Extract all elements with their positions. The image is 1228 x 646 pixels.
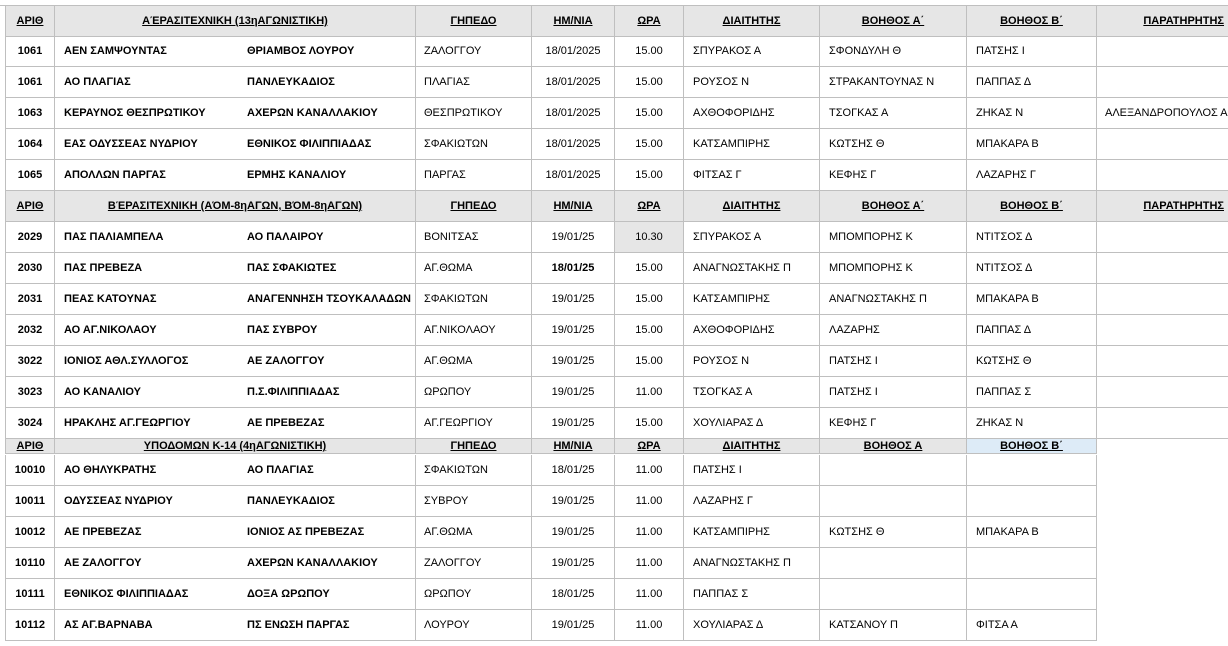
cell-venue[interactable]: ΣΦΑΚΙΩΤΩΝ [416,129,532,160]
cell-venue[interactable]: ΩΡΩΠΟΥ [416,377,532,408]
cell-venue[interactable]: ΛΟΥΡΟΥ [416,610,532,641]
cell-referee[interactable]: ΠΑΤΣΗΣ Ι [684,455,820,486]
cell-assistant2[interactable]: ΛΑΖΑΡΗΣ Γ [967,160,1097,191]
cell-venue[interactable]: ΣΦΑΚΙΩΤΩΝ [416,284,532,315]
cell-date[interactable]: 19/01/25 [532,517,615,548]
cell-away-team[interactable]: ΠΑΝΛΕΥΚΑΔΙΟΣ [240,486,416,517]
cell-date[interactable]: 19/01/25 [532,486,615,517]
cell-venue[interactable]: ΠΑΡΓΑΣ [416,160,532,191]
cell-date[interactable]: 19/01/25 [532,548,615,579]
cell-assistant1[interactable]: ΣΦΟΝΔΥΛΗ Θ [820,36,967,67]
cell-away-team[interactable]: ΕΘΝΙΚΟΣ ΦΙΛΙΠΠΙΑΔΑΣ [240,129,416,160]
table-row [0,222,1228,253]
table-row [0,579,1097,610]
cell-referee[interactable]: ΚΑΤΣΑΜΠΙΡΗΣ [684,517,820,548]
header-assistant2[interactable]: ΒΟΗΘΟΣ Β΄ [967,439,1097,454]
cell-observer[interactable] [1097,36,1228,67]
header-title[interactable]: ΥΠΟΔΟΜΩΝ Κ-14 (4ηΑΓΩΝΙΣΤΙΚΗ) [55,439,416,454]
header-observer[interactable]: ΠΑΡΑΤΗΡΗΤΗΣ [1097,191,1228,222]
cell-away-team[interactable]: ΠΑΝΛΕΥΚΑΔΙΟΣ [240,67,416,98]
cell-referee[interactable]: ΧΟΥΛΙΑΡΑΣ Δ [684,408,820,439]
cell-assistant1[interactable] [820,486,967,517]
cell-match-id[interactable]: 1061 [5,67,55,98]
cell-referee[interactable]: ΠΑΠΠΑΣ Σ [684,579,820,610]
cell-match-id[interactable]: 1065 [5,160,55,191]
cell-away-team[interactable]: ΑΧΕΡΩΝ ΚΑΝΑΛΛΑΚΙΟΥ [240,98,416,129]
cell-observer[interactable] [1097,408,1228,439]
section3-header-row [0,439,1097,454]
cell-date[interactable]: 19/01/25 [532,408,615,439]
header-observer[interactable]: ΠΑΡΑΤΗΡΗΤΗΣ [1097,6,1228,37]
section1-header-row [0,5,1228,37]
cell-venue[interactable]: ΣΦΑΚΙΩΤΩΝ [416,455,532,486]
cell-match-id[interactable]: 3023 [5,377,55,408]
header-title[interactable]: ΑΈΡΑΣΙΤΕΧΝΙΚΗ (13ηΑΓΩΝΙΣΤΙΚΗ) [55,6,416,37]
cell-assistant2[interactable]: ΖΗΚΑΣ Ν [967,408,1097,439]
cell-home-team[interactable]: ΑΕ ΠΡΕΒΕΖΑΣ [55,517,240,548]
cell-assistant1[interactable]: ΤΣΟΓΚΑΣ Α [820,98,967,129]
table-row [0,408,1228,439]
header-venue[interactable]: ΓΗΠΕΔΟ [416,191,532,222]
cell-venue[interactable]: ΑΓ.ΝΙΚΟΛΑΟΥ [416,315,532,346]
cell-time[interactable]: 15.00 [615,36,684,67]
cell-assistant2[interactable]: ΜΠΑΚΑΡΑ Β [967,129,1097,160]
cell-date[interactable]: 18/01/25 [532,455,615,486]
cell-match-id[interactable]: 2032 [5,315,55,346]
cell-date[interactable]: 19/01/25 [532,222,615,253]
cell-time[interactable]: 11.00 [615,517,684,548]
cell-assistant1[interactable] [820,548,967,579]
cell-match-id[interactable]: 2029 [5,222,55,253]
cell-home-team[interactable]: ΑΕ ΖΑΛΟΓΓΟΥ [55,548,240,579]
cell-time[interactable]: 15.00 [615,315,684,346]
cell-observer[interactable] [1097,377,1228,408]
cell-date[interactable]: 18/01/25 [532,253,615,284]
cell-assistant2[interactable]: ΦΙΤΣΑ Α [967,610,1097,641]
cell-assistant2[interactable]: ΜΠΑΚΑΡΑ Β [967,284,1097,315]
cell-away-team[interactable]: ΠΣ ΕΝΩΣΗ ΠΑΡΓΑΣ [240,610,416,641]
header-date[interactable]: ΗΜ/ΝΙΑ [532,191,615,222]
table-row [0,610,1097,641]
table-row [0,253,1228,284]
cell-referee[interactable]: ΣΠΥΡΑΚΟΣ Α [684,36,820,67]
cell-time[interactable]: 10.30 [615,222,684,253]
cell-assistant2[interactable] [967,579,1097,610]
cell-assistant1[interactable]: ΠΑΤΣΗΣ Ι [820,346,967,377]
cell-match-id[interactable]: 2031 [5,284,55,315]
cell-assistant1[interactable]: ΚΩΤΣΗΣ Θ [820,129,967,160]
cell-home-team[interactable]: ΑΣ ΑΓ.ΒΑΡΝΑΒΑ [55,610,240,641]
cell-time[interactable]: 15.00 [615,160,684,191]
cell-home-team[interactable]: ΙΟΝΙΟΣ ΑΘΛ.ΣΥΛΛΟΓΟΣ [55,346,240,377]
cell-away-team[interactable]: ΑΟ ΠΛΑΓΙΑΣ [240,455,416,486]
cell-time[interactable]: 15.00 [615,408,684,439]
table-row [0,129,1228,160]
cell-time[interactable]: 15.00 [615,67,684,98]
cell-assistant2[interactable] [967,455,1097,486]
cell-venue[interactable]: ΑΓ.ΘΩΜΑ [416,517,532,548]
cell-home-team[interactable]: ΠΑΣ ΠΑΛΙΑΜΠΕΛΑ [55,222,240,253]
cell-home-team[interactable]: ΠΕΑΣ ΚΑΤΟΥΝΑΣ [55,284,240,315]
cell-match-id[interactable]: 10012 [5,517,55,548]
cell-date[interactable]: 18/01/2025 [532,129,615,160]
cell-referee[interactable]: ΑΧΘΟΦΟΡΙΔΗΣ [684,98,820,129]
cell-away-team[interactable]: ΑΝΑΓΕΝΝΗΣΗ ΤΣΟΥΚΑΛΑΔΩΝ [240,284,416,315]
cell-match-id[interactable]: 10112 [5,610,55,641]
table-row [0,377,1228,408]
cell-time[interactable]: 11.00 [615,579,684,610]
cell-referee[interactable]: ΤΣΟΓΚΑΣ Α [684,377,820,408]
cell-date[interactable]: 19/01/25 [532,377,615,408]
cell-assistant1[interactable] [820,579,967,610]
cell-home-team[interactable]: ΕΑΣ ΟΔΥΣΣΕΑΣ ΝΥΔΡΙΟΥ [55,129,240,160]
cell-referee[interactable]: ΦΙΤΣΑΣ Γ [684,160,820,191]
cell-home-team[interactable]: ΑΟ ΑΓ.ΝΙΚΟΛΑΟΥ [55,315,240,346]
cell-match-id[interactable]: 10011 [5,486,55,517]
cell-date[interactable]: 18/01/25 [532,579,615,610]
header-date[interactable]: ΗΜ/ΝΙΑ [532,439,615,454]
cell-away-team[interactable]: ΠΑΣ ΣΦΑΚΙΩΤΕΣ [240,253,416,284]
cell-venue[interactable]: ΘΕΣΠΡΩΤΙΚΟΥ [416,98,532,129]
table-row [0,315,1228,346]
header-venue[interactable]: ΓΗΠΕΔΟ [416,6,532,37]
table-row [0,160,1228,191]
cell-referee[interactable]: ΛΑΖΑΡΗΣ Γ [684,486,820,517]
header-assistant1[interactable]: ΒΟΗΘΟΣ Α [820,439,967,454]
cell-away-team[interactable]: ΑΕ ΠΡΕΒΕΖΑΣ [240,408,416,439]
cell-venue[interactable]: ΩΡΩΠΟΥ [416,579,532,610]
header-time[interactable]: ΩΡΑ [615,439,684,454]
header-assistant2[interactable]: ΒΟΗΘΟΣ Β΄ [967,191,1097,222]
cell-assistant1[interactable]: ΜΠΟΜΠΟΡΗΣ Κ [820,253,967,284]
table-row [0,486,1097,517]
cell-venue[interactable]: ΑΓ.ΘΩΜΑ [416,346,532,377]
cell-observer[interactable] [1097,222,1228,253]
table-row [0,548,1097,579]
cell-assistant2[interactable]: ΜΠΑΚΑΡΑ Β [967,517,1097,548]
cell-assistant2[interactable]: ΠΑΠΠΑΣ Σ [967,377,1097,408]
cell-referee[interactable]: ΑΧΘΟΦΟΡΙΔΗΣ [684,315,820,346]
cell-venue[interactable]: ΒΟΝΙΤΣΑΣ [416,222,532,253]
cell-match-id[interactable]: 3024 [5,408,55,439]
cell-time[interactable]: 11.00 [615,548,684,579]
header-time[interactable]: ΩΡΑ [615,191,684,222]
table-row [0,517,1097,548]
header-assistant2[interactable]: ΒΟΗΘΟΣ Β΄ [967,6,1097,37]
cell-date[interactable]: 19/01/25 [532,610,615,641]
header-referee[interactable]: ΔΙΑΙΤΗΤΗΣ [684,6,820,37]
cell-assistant2[interactable] [967,486,1097,517]
cell-observer[interactable]: ΑΛΕΞΑΝΔΡΟΠΟΥΛΟΣ Α [1097,98,1228,129]
cell-match-id[interactable]: 10111 [5,579,55,610]
cell-venue[interactable]: ΑΓ.ΓΕΩΡΓΙΟΥ [416,408,532,439]
cell-time[interactable]: 11.00 [615,486,684,517]
cell-home-team[interactable]: ΗΡΑΚΛΗΣ ΑΓ.ΓΕΩΡΓΙΟΥ [55,408,240,439]
cell-match-id[interactable]: 1061 [5,36,55,67]
cell-referee[interactable]: ΧΟΥΛΙΑΡΑΣ Δ [684,610,820,641]
cell-observer[interactable] [1097,253,1228,284]
cell-referee[interactable]: ΡΟΥΣΟΣ Ν [684,67,820,98]
cell-away-team[interactable]: ΔΟΞΑ ΩΡΩΠΟΥ [240,579,416,610]
header-time[interactable]: ΩΡΑ [615,6,684,37]
cell-home-team[interactable]: ΑΟ ΠΛΑΓΙΑΣ [55,67,240,98]
cell-assistant1[interactable]: ΚΑΤΣΑΝΟΥ Π [820,610,967,641]
cell-match-id[interactable]: 3022 [5,346,55,377]
cell-referee[interactable]: ΣΠΥΡΑΚΟΣ Α [684,222,820,253]
cell-date[interactable]: 18/01/2025 [532,98,615,129]
table-row [0,346,1228,377]
cell-referee[interactable]: ΚΑΤΣΑΜΠΙΡΗΣ [684,284,820,315]
cell-assistant2[interactable]: ΚΩΤΣΗΣ Θ [967,346,1097,377]
cell-away-team[interactable]: ΑΧΕΡΩΝ ΚΑΝΑΛΛΑΚΙΟΥ [240,548,416,579]
section2-header-row [0,191,1228,222]
cell-time[interactable]: 15.00 [615,253,684,284]
cell-assistant1[interactable]: ΠΑΤΣΗΣ Ι [820,377,967,408]
cell-time[interactable]: 11.00 [615,377,684,408]
cell-away-team[interactable]: ΑΕ ΖΑΛΟΓΓΟΥ [240,346,416,377]
cell-match-id[interactable]: 1064 [5,129,55,160]
cell-venue[interactable]: ΠΛΑΓΙΑΣ [416,67,532,98]
cell-referee[interactable]: ΚΑΤΣΑΜΠΙΡΗΣ [684,129,820,160]
cell-observer[interactable] [1097,346,1228,377]
cell-date[interactable]: 18/01/2025 [532,160,615,191]
cell-observer[interactable] [1097,284,1228,315]
cell-home-team[interactable]: ΑΠΟΛΛΩΝ ΠΑΡΓΑΣ [55,160,240,191]
table-row [0,284,1228,315]
cell-home-team[interactable]: ΟΔΥΣΣΕΑΣ ΝΥΔΡΙΟΥ [55,486,240,517]
cell-assistant1[interactable]: ΚΩΤΣΗΣ Θ [820,517,967,548]
cell-match-id[interactable]: 10010 [5,455,55,486]
cell-assistant1[interactable]: ΚΕΦΗΣ Γ [820,160,967,191]
cell-date[interactable]: 19/01/25 [532,284,615,315]
table-row [0,455,1097,486]
header-assistant1[interactable]: ΒΟΗΘΟΣ Α΄ [820,6,967,37]
cell-time[interactable]: 15.00 [615,346,684,377]
cell-time[interactable]: 15.00 [615,98,684,129]
cell-home-team[interactable]: ΑΟ ΘΗΛΥΚΡΑΤΗΣ [55,455,240,486]
header-venue[interactable]: ΓΗΠΕΔΟ [416,439,532,454]
cell-time[interactable]: 15.00 [615,284,684,315]
header-referee[interactable]: ΔΙΑΙΤΗΤΗΣ [684,439,820,454]
cell-observer[interactable] [1097,129,1228,160]
cell-home-team[interactable]: ΑΕΝ ΣΑΜΨΟΥΝΤΑΣ [55,36,240,67]
cell-assistant1[interactable]: ΛΑΖΑΡΗΣ [820,315,967,346]
cell-observer[interactable] [1097,160,1228,191]
cell-assistant2[interactable]: ΠΑΠΠΑΣ Δ [967,67,1097,98]
cell-match-id[interactable]: 10110 [5,548,55,579]
cell-match-id[interactable]: 2030 [5,253,55,284]
header-id[interactable]: ΑΡΙΘ [5,439,55,454]
header-assistant1[interactable]: ΒΟΗΘΟΣ Α΄ [820,191,967,222]
table-row [0,67,1228,98]
cell-assistant1[interactable]: ΣΤΡΑΚΑΝΤΟΥΝΑΣ Ν [820,67,967,98]
cell-away-team[interactable]: Π.Σ.ΦΙΛΙΠΠΙΑΔΑΣ [240,377,416,408]
cell-assistant1[interactable]: ΑΝΑΓΝΩΣΤΑΚΗΣ Π [820,284,967,315]
cell-venue[interactable]: ΖΑΛΟΓΓΟΥ [416,548,532,579]
header-date[interactable]: ΗΜ/ΝΙΑ [532,6,615,37]
cell-time[interactable]: 11.00 [615,455,684,486]
cell-assistant1[interactable] [820,455,967,486]
cell-away-team[interactable]: ΘΡΙΑΜΒΟΣ ΛΟΥΡΟΥ [240,36,416,67]
cell-observer[interactable] [1097,67,1228,98]
cell-venue[interactable]: ΑΓ.ΘΩΜΑ [416,253,532,284]
cell-referee[interactable]: ΑΝΑΓΝΩΣΤΑΚΗΣ Π [684,548,820,579]
cell-date[interactable]: 19/01/25 [532,315,615,346]
cell-referee[interactable]: ΡΟΥΣΟΣ Ν [684,346,820,377]
cell-assistant1[interactable]: ΚΕΦΗΣ Γ [820,408,967,439]
cell-away-team[interactable]: ΙΟΝΙΟΣ ΑΣ ΠΡΕΒΕΖΑΣ [240,517,416,548]
cell-assistant2[interactable]: ΠΑΤΣΗΣ Ι [967,36,1097,67]
cell-date[interactable]: 19/01/25 [532,346,615,377]
cell-referee[interactable]: ΑΝΑΓΝΩΣΤΑΚΗΣ Π [684,253,820,284]
cell-assistant1[interactable]: ΜΠΟΜΠΟΡΗΣ Κ [820,222,967,253]
cell-time[interactable]: 11.00 [615,610,684,641]
cell-away-team[interactable]: ΑΟ ΠΑΛΑΙΡΟΥ [240,222,416,253]
cell-home-team[interactable]: ΠΑΣ ΠΡΕΒΕΖΑ [55,253,240,284]
cell-date[interactable]: 18/01/2025 [532,36,615,67]
cell-assistant2[interactable]: ΖΗΚΑΣ Ν [967,98,1097,129]
cell-match-id[interactable]: 1063 [5,98,55,129]
cell-venue[interactable]: ΣΥΒΡΟΥ [416,486,532,517]
table-row [0,36,1228,67]
cell-assistant2[interactable] [967,548,1097,579]
cell-time[interactable]: 15.00 [615,129,684,160]
cell-venue[interactable]: ΖΑΛΟΓΓΟΥ [416,36,532,67]
cell-home-team[interactable]: ΑΟ ΚΑΝΑΛΙΟΥ [55,377,240,408]
cell-assistant2[interactable]: ΝΤΙΤΣΟΣ Δ [967,222,1097,253]
cell-assistant2[interactable]: ΠΑΠΠΑΣ Δ [967,315,1097,346]
cell-date[interactable]: 18/01/2025 [532,67,615,98]
header-id[interactable]: ΑΡΙΘ [5,191,55,222]
cell-home-team[interactable]: ΕΘΝΙΚΟΣ ΦΙΛΙΠΠΙΑΔΑΣ [55,579,240,610]
header-title[interactable]: ΒΈΡΑΣΙΤΕΧΝΙΚΗ (ΑΌΜ-8ηΑΓΩΝ, ΒΌΜ-8ηΑΓΩΝ) [55,191,416,222]
cell-away-team[interactable]: ΕΡΜΗΣ ΚΑΝΑΛΙΟΥ [240,160,416,191]
cell-home-team[interactable]: ΚΕΡΑΥΝΟΣ ΘΕΣΠΡΩΤΙΚΟΥ [55,98,240,129]
header-referee[interactable]: ΔΙΑΙΤΗΤΗΣ [684,191,820,222]
table-row [0,98,1228,129]
header-id[interactable]: ΑΡΙΘ [5,6,55,37]
cell-away-team[interactable]: ΠΑΣ ΣΥΒΡΟΥ [240,315,416,346]
cell-assistant2[interactable]: ΝΤΙΤΣΟΣ Δ [967,253,1097,284]
cell-observer[interactable] [1097,315,1228,346]
